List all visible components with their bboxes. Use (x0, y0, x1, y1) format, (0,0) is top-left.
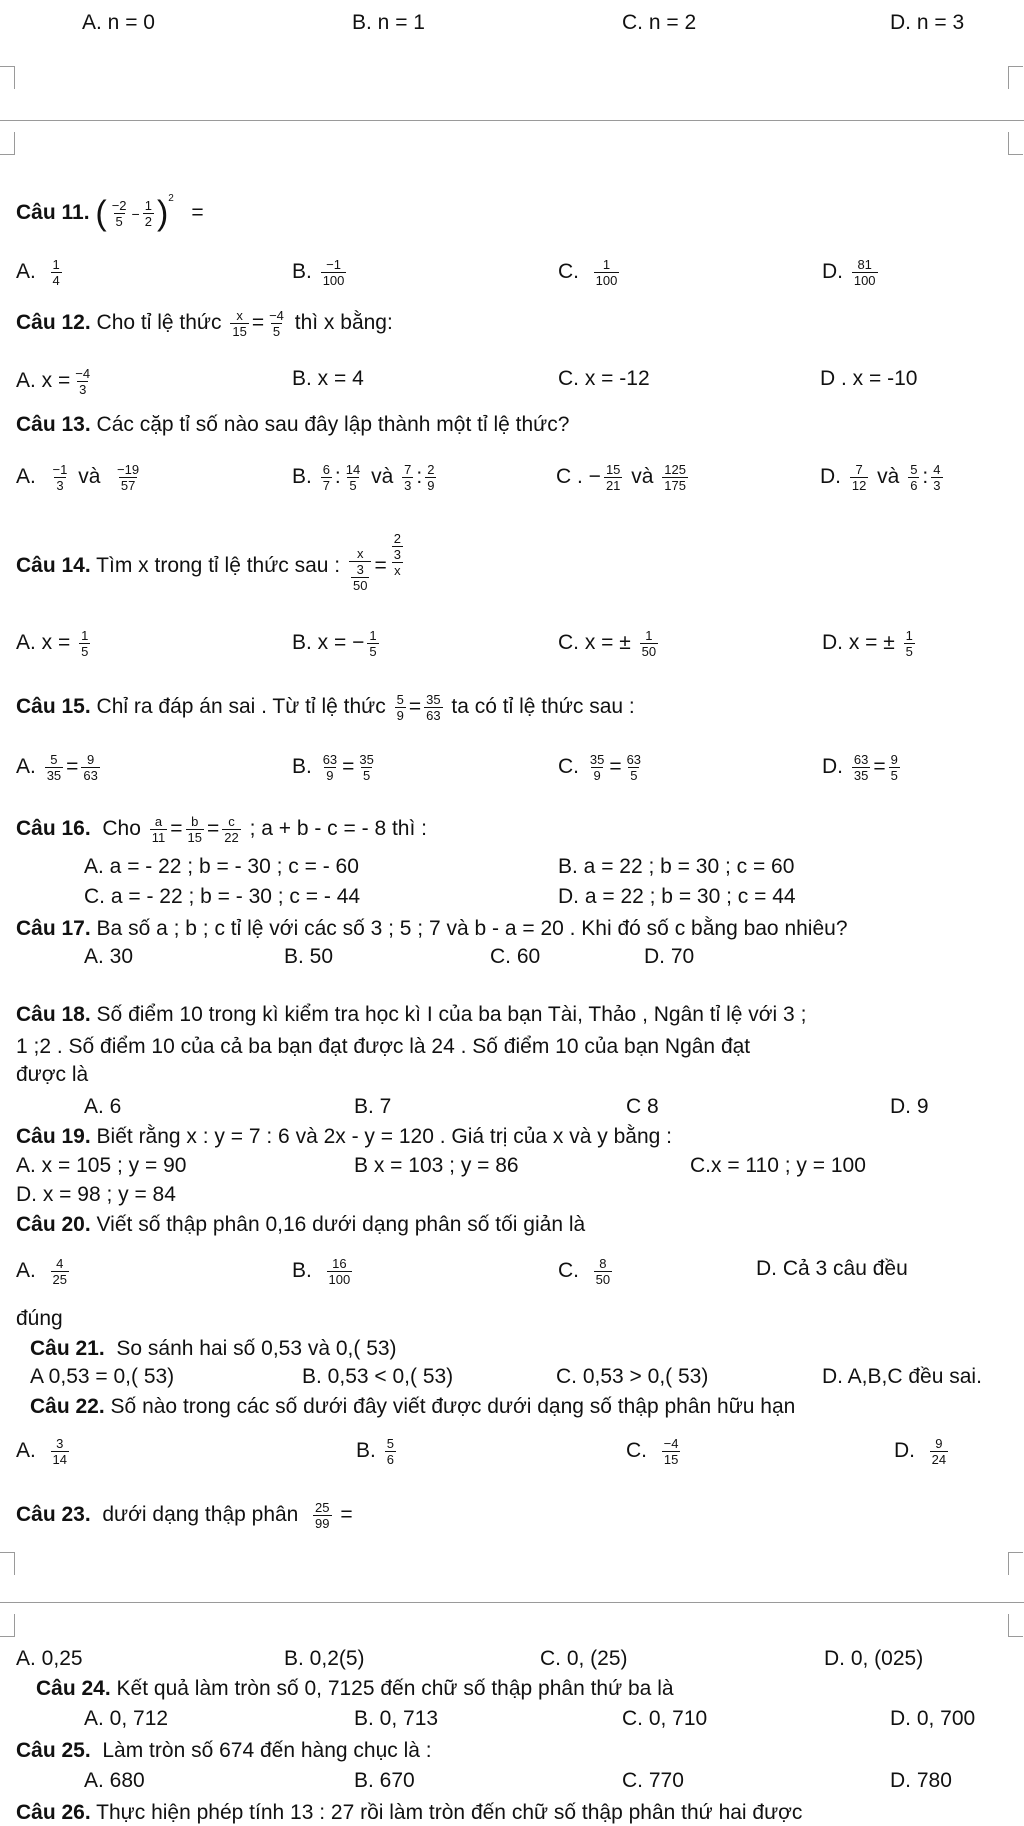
q13-option-b: B. $\frac{6}{7}$ : $\frac{14}{5}$ và $\frac{7}{3}$ : $\frac{2}{9}$ (292, 462, 435, 493)
q19-option-a: A. x = 105 ; y = 90 (16, 1154, 187, 1177)
q19-option-c: C.x = 110 ; y = 100 (690, 1154, 866, 1177)
q24-option-b: B. 0, 713 (354, 1707, 439, 1730)
question-label: Câu 13. (16, 413, 91, 436)
q16-option-c: C. a = - 22 ; b = - 30 ; c = - 44 (84, 885, 361, 908)
q22-option-c: C. $\frac{-4}{15}$ (626, 1436, 679, 1467)
q10-option-d: D. n = 3 (890, 11, 965, 34)
fraction: $\frac{-2}{5}$ (111, 197, 127, 229)
q15-option-a: A. $\frac{5}{35}$ = $\frac{9}{63}$ (16, 752, 98, 783)
question-label: Câu 17. (16, 917, 91, 940)
page-separator (0, 1602, 1024, 1603)
question-label: Câu 24. (36, 1677, 111, 1700)
q20-option-a: A. $\frac{4}{25}$ (16, 1256, 67, 1287)
q10-option-b: B. n = 1 (352, 11, 425, 34)
question-label: Câu 20. (16, 1213, 91, 1236)
q24-option-c: C. 0, 710 (622, 1707, 708, 1730)
question-label: Câu 25. (16, 1739, 91, 1762)
q11-option-d: D. $\frac{81}{100}$ (822, 257, 876, 288)
page-corner-mark (0, 1614, 15, 1637)
q12-option-b: B. x = 4 (292, 367, 364, 390)
q22-option-a: A. $\frac{3}{14}$ (16, 1436, 67, 1467)
q16-question: Câu 16. Cho $\frac{a}{11}$ = $\frac{b}{15}$ = $\frac{c}{22}$ ; a + b - c = - 8 thì : (16, 814, 427, 845)
q20-option-c: C. $\frac{8}{50}$ (558, 1256, 611, 1287)
q18-option-d: D. 9 (890, 1095, 929, 1118)
q10-option-c: C. n = 2 (622, 11, 697, 34)
q21-question: Câu 21. So sánh hai số 0,53 và 0,( 53) (30, 1337, 397, 1360)
question-label: Câu 16. (16, 817, 91, 841)
page-corner-mark (0, 132, 15, 155)
q25-question: Câu 25. Làm tròn số 674 đến hàng chục là : (16, 1739, 432, 1762)
q18-question-line2: 1 ;2 . Số điểm 10 của cả ba bạn đạt được là 24 . Số điểm 10 của bạn Ngân đạt (16, 1035, 751, 1058)
q13-question: Câu 13. Các cặp tỉ số nào sau đây lập thành một tỉ lệ thức? (16, 413, 570, 436)
q15-option-c: C. $\frac{35}{9}$ = $\frac{63}{5}$ (558, 752, 642, 783)
q17-option-d: D. 70 (644, 945, 695, 968)
q18-question: Câu 18. Số điểm 10 trong kì kiểm tra học kì I của ba bạn Tài, Thảo , Ngân tỉ lệ với 3 ; (16, 1003, 807, 1026)
page-corner-mark (0, 1552, 15, 1575)
q19-option-d: D. x = 98 ; y = 84 (16, 1183, 176, 1206)
page-corner-mark (0, 66, 15, 89)
q25-option-a: A. 680 (84, 1769, 145, 1792)
question-label: Câu 19. (16, 1125, 91, 1148)
q23-option-b: B. 0,2(5) (284, 1647, 365, 1670)
q17-question: Câu 17. Ba số a ; b ; c tỉ lệ với các số 3 ; 5 ; 7 và b - a = 20 . Khi đó số c bằng bao nhiêu? (16, 917, 848, 940)
paren-open: ( (95, 194, 107, 233)
q24-question: Câu 24. Kết quả làm tròn số 0, 7125 đến chữ số thập phân thứ ba là (36, 1677, 674, 1700)
q17-option-c: C. 60 (490, 945, 541, 968)
page-corner-mark (1008, 1552, 1023, 1575)
question-label: Câu 22. (30, 1395, 105, 1418)
q10-option-a: A. n = 0 (82, 11, 155, 34)
q15-option-b: B. $\frac{63}{9}$ = $\frac{35}{5}$ (292, 752, 374, 783)
question-label: Câu 18. (16, 1003, 91, 1026)
q14-option-d: D. x = ± $\frac{1}{5}$ (822, 628, 913, 659)
q18-option-c: C 8 (626, 1095, 659, 1118)
paren-close: ) (156, 194, 169, 233)
q25-option-c: C. 770 (622, 1769, 684, 1792)
q20-option-b: B. $\frac{16}{100}$ (292, 1256, 351, 1287)
q22-option-b: B. $\frac{5}{6}$ (356, 1436, 394, 1467)
q12-question: Câu 12. Cho tỉ lệ thức $\frac{x}{15}$ = $\frac{-4}{5}$ thì x bằng: (16, 308, 393, 339)
q18-question-line3: được là (16, 1063, 89, 1086)
q20-option-d-wrap: đúng (16, 1307, 63, 1330)
q12-option-c: C. x = -12 (558, 367, 650, 390)
q15-question: Câu 15. Chỉ ra đáp án sai . Từ tỉ lệ thức $\frac{5}{9}$ = $\frac{35}{63}$ ta có tỉ lệ thức sau : (16, 692, 635, 723)
question-label: Câu 11. (16, 201, 90, 224)
q18-option-a: A. 6 (84, 1095, 122, 1118)
question-label: Câu 15. (16, 695, 91, 719)
q13-option-a: A. $\frac{-1}{3}$ và $\frac{-19}{57}$ (16, 462, 140, 493)
q19-question: Câu 19. Biết rằng x : y = 7 : 6 và 2x - y = 120 . Giá trị của x và y bằng : (16, 1125, 672, 1148)
q17-option-a: A. 30 (84, 945, 134, 968)
q15-option-d: D. $\frac{63}{35}$ = $\frac{9}{5}$ (822, 752, 898, 783)
q16-option-b: B. a = 22 ; b = 30 ; c = 60 (558, 855, 795, 878)
q14-question: Câu 14. Tìm x trong tỉ lệ thức sau : $\frac{x}{\frac{3}{50}}$ = $\frac{\frac{2}{3}}{x}$ (16, 531, 401, 593)
q12-option-a: A. x = $\frac{-4}{3}$ (16, 366, 91, 397)
q24-option-d: D. 0, 700 (890, 1707, 976, 1730)
q20-question: Câu 20. Viết số thập phân 0,16 dưới dạng phân số tối giản là (16, 1213, 586, 1236)
q16-option-a: A. a = - 22 ; b = - 30 ; c = - 60 (84, 855, 359, 878)
q19-option-b: B x = 103 ; y = 86 (354, 1154, 519, 1177)
question-label: Câu 23. (16, 1503, 91, 1527)
question-label: Câu 26. (16, 1801, 91, 1824)
q22-option-d: D. $\frac{9}{24}$ (894, 1436, 947, 1467)
q23-option-d: D. 0, (025) (824, 1647, 924, 1670)
question-label: Câu 21. (30, 1337, 105, 1360)
q21-option-d: D. A,B,C đều sai. (822, 1365, 982, 1388)
q16-option-d: D. a = 22 ; b = 30 ; c = 44 (558, 885, 796, 908)
question-label: Câu 14. (16, 554, 91, 578)
question-label: Câu 12. (16, 311, 91, 335)
q14-option-a: A. x = $\frac{1}{5}$ (16, 628, 89, 659)
q23-option-a: A. 0,25 (16, 1647, 83, 1670)
q26-question: Câu 26. Thực hiện phép tính 13 : 27 rồi làm tròn đến chữ số thập phân thứ hai được (16, 1801, 803, 1824)
q18-option-b: B. 7 (354, 1095, 392, 1118)
q24-option-a: A. 0, 712 (84, 1707, 169, 1730)
q11-option-a: A. $\frac{1}{4}$ (16, 257, 60, 288)
q23-question: Câu 23. dưới dạng thập phân $\frac{25}{99}$ = (16, 1500, 353, 1531)
fraction: $\frac{1}{2}$ (144, 197, 152, 229)
q25-option-b: B. 670 (354, 1769, 415, 1792)
q14-option-b: B. x = − $\frac{1}{5}$ (292, 628, 377, 659)
q11-question: Câu 11. ( $\frac{-2}{5}$ − $\frac{1}{2}$ )$^2$ = (16, 193, 204, 233)
q12-option-d: D . x = -10 (820, 367, 918, 390)
page-corner-mark (1008, 1614, 1023, 1637)
page-corner-mark (1008, 66, 1023, 89)
q20-option-d: D. Cả 3 câu đều (756, 1257, 908, 1280)
q21-option-c: C. 0,53 > 0,( 53) (556, 1365, 709, 1388)
q13-option-d: D. $\frac{7}{12}$ và $\frac{5}{6}$ : $\frac{4}{3}$ (820, 462, 941, 493)
q25-option-d: D. 780 (890, 1769, 952, 1792)
q17-option-b: B. 50 (284, 945, 334, 968)
q11-option-c: C. $\frac{1}{100}$ (558, 257, 618, 288)
q23-option-c: C. 0, (25) (540, 1647, 628, 1670)
q11-option-b: B. $\frac{-1}{100}$ (292, 257, 345, 288)
q14-option-c: C. x = ± $\frac{1}{50}$ (558, 628, 657, 659)
page-corner-mark (1008, 132, 1023, 155)
q22-question: Câu 22. Số nào trong các số dưới đây viết được dưới dạng số thập phân hữu hạn (30, 1395, 796, 1418)
q21-option-b: B. 0,53 < 0,( 53) (302, 1365, 454, 1388)
page-separator (0, 120, 1024, 121)
q13-option-c: C . − $\frac{15}{21}$ và $\frac{125}{175}$ (556, 462, 686, 493)
q21-option-a: A 0,53 = 0,( 53) (30, 1365, 175, 1388)
